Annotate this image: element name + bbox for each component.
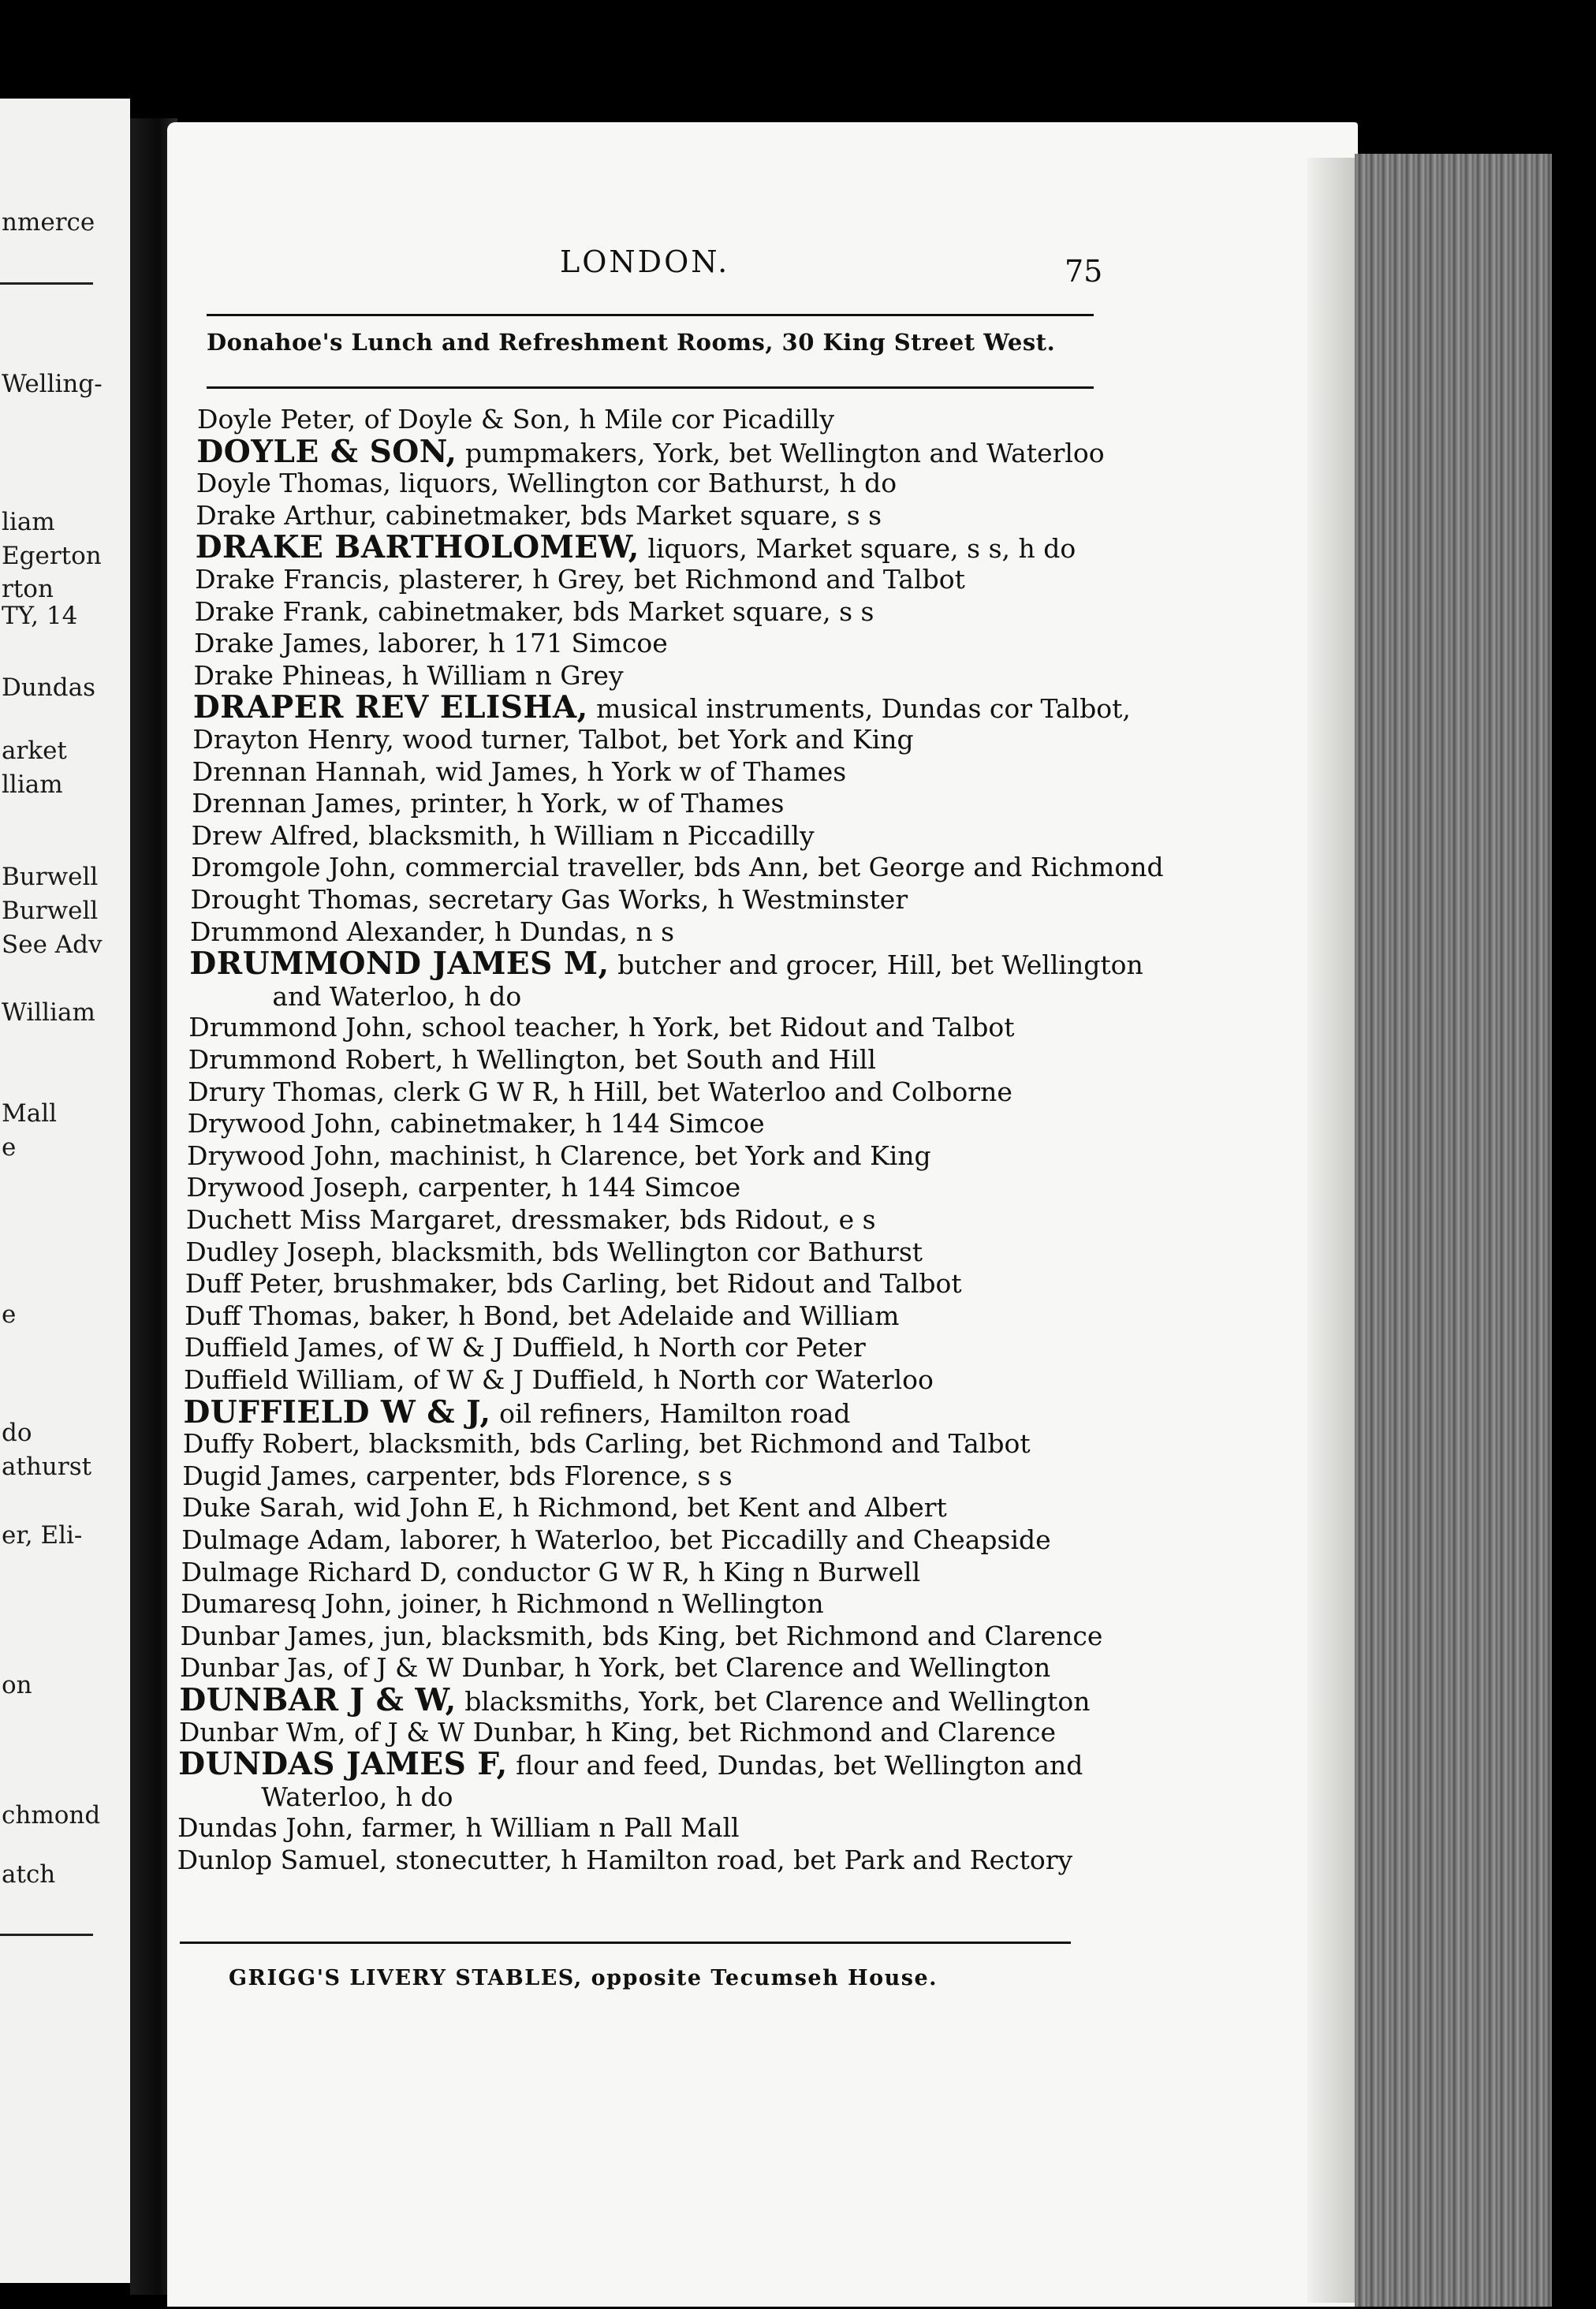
entry-name: Drummond Alexander, bbox=[189, 916, 487, 947]
entry-details: school teacher, h York, bet Ridout and Talbot bbox=[421, 1012, 1015, 1043]
entry-details: flour and feed, Dundas, bet Wellington and bbox=[516, 1750, 1083, 1781]
previous-page-text-fragment: Egerton bbox=[2, 542, 102, 570]
directory-entry bbox=[181, 1524, 1051, 1556]
directory-entry bbox=[187, 1140, 931, 1172]
entry-name: Drought Thomas, bbox=[190, 884, 420, 915]
directory-entry bbox=[186, 1172, 740, 1203]
previous-page-text-fragment: arket bbox=[2, 737, 67, 765]
previous-page-text-fragment: Mall bbox=[2, 1099, 58, 1128]
entry-details: carpenter, bds Florence, s s bbox=[366, 1460, 733, 1491]
entry-name: Dulmage Richard D, bbox=[181, 1556, 448, 1587]
entry-name: Dunbar James, jun, bbox=[180, 1620, 434, 1651]
entry-name: Dromgole John, bbox=[191, 852, 397, 883]
entry-details: of W & J Duffield, h North cor Waterloo bbox=[412, 1364, 934, 1395]
previous-page-text-fragment: Welling- bbox=[2, 370, 103, 398]
previous-page-text-fragment: athurst bbox=[2, 1453, 92, 1481]
directory-entry bbox=[182, 1460, 732, 1492]
footer-rule bbox=[180, 1942, 1071, 1944]
entry-name: Drew Alfred, bbox=[191, 819, 360, 851]
previous-page-text-fragment: liam bbox=[2, 508, 55, 536]
entry-name: Dunbar Wm, bbox=[178, 1716, 346, 1748]
previous-page-text-fragment: TY, 14 bbox=[2, 602, 78, 630]
entry-details: joiner, h Richmond n Wellington bbox=[401, 1588, 824, 1620]
directory-entry bbox=[186, 1204, 876, 1236]
directory-entry bbox=[197, 404, 834, 435]
previous-page-text-fragment: nmerce bbox=[2, 208, 95, 237]
previous-page-text-fragment: Burwell bbox=[2, 897, 99, 925]
previous-page-text-fragment: do bbox=[2, 1419, 32, 1447]
entry-name: Dunbar Jas, bbox=[179, 1652, 335, 1684]
entry-name: Drummond Robert, bbox=[188, 1044, 444, 1075]
entry-name: Drennan Hannah, bbox=[192, 755, 427, 787]
directory-entry bbox=[185, 1332, 866, 1363]
entry-details: of W & J Duffield, h North cor Peter bbox=[393, 1332, 866, 1363]
directory-entry bbox=[192, 756, 846, 788]
entry-details: clerk G W R, h Hill, bet Waterloo and Colborne bbox=[393, 1076, 1012, 1107]
book-page-edges bbox=[1355, 154, 1552, 2307]
footer-advertisement: GRIGG'S LIVERY STABLES, opposite Tecumseh House. bbox=[229, 1966, 938, 1990]
previous-page-fragment bbox=[0, 99, 130, 2283]
entry-details: cabinetmaker, h 144 Simcoe bbox=[390, 1108, 765, 1140]
entry-details: baker, h Bond, bet Adelaide and William bbox=[368, 1300, 900, 1331]
entry-details: blacksmith, bds Carling, bet Richmond and Talbot bbox=[368, 1428, 1031, 1460]
page-number: 75 bbox=[1065, 254, 1103, 289]
previous-page-text-fragment: on bbox=[2, 1671, 32, 1699]
entry-details: wid James, h York w of Thames bbox=[435, 755, 847, 787]
entry-name: Duff Thomas, bbox=[185, 1300, 361, 1331]
previous-page-rule bbox=[0, 1934, 93, 1936]
directory-entry bbox=[188, 1012, 1014, 1043]
entry-details: musical instruments, Dundas cor Talbot, bbox=[596, 693, 1131, 725]
entry-details: laborer, h 171 Simcoe bbox=[378, 628, 668, 659]
entry-name: Drummond John, bbox=[188, 1012, 414, 1043]
entry-details: printer, h York, w of Thames bbox=[410, 788, 785, 819]
entry-name: Dumaresq John, bbox=[181, 1588, 393, 1620]
entry-details: farmer, h William n Pall Mall bbox=[361, 1812, 740, 1844]
entry-name: Drake Phineas, bbox=[193, 659, 394, 691]
entry-name: Duffield William, bbox=[184, 1364, 405, 1395]
directory-entry bbox=[193, 660, 623, 692]
directory-entry bbox=[192, 724, 913, 755]
directory-entry bbox=[181, 1557, 921, 1588]
directory-entry bbox=[183, 1393, 851, 1431]
entry-details: blacksmith, h William n Piccadilly bbox=[368, 819, 815, 851]
entry-name: DUNDAS JAMES F, bbox=[178, 1746, 508, 1783]
entry-name: Drake James, bbox=[194, 628, 371, 659]
directory-entry bbox=[196, 468, 897, 499]
entry-details: blacksmith, bds Wellington cor Bathurst bbox=[391, 1236, 923, 1267]
entry-name: Drywood John, bbox=[187, 1140, 382, 1171]
entry-name: Drury Thomas, bbox=[188, 1076, 386, 1107]
entry-name: DOYLE & SON, bbox=[196, 433, 457, 470]
directory-entry bbox=[179, 1717, 1056, 1748]
entry-name: DRAKE BARTHOLOMEW, bbox=[195, 529, 640, 566]
entry-details: liquors, Market square, s s, h do bbox=[647, 533, 1076, 565]
directory-entry bbox=[179, 1684, 1090, 1718]
directory-entry bbox=[188, 1044, 876, 1076]
entry-name: DRAPER REV ELISHA, bbox=[192, 689, 588, 726]
entry-name: Duffield James, bbox=[184, 1332, 386, 1363]
entry-name: Doyle Peter, bbox=[197, 404, 356, 435]
directory-entry bbox=[191, 884, 908, 916]
entry-name: DUFFIELD W & J, bbox=[183, 1393, 491, 1431]
entry-details: commercial traveller, bds Ann, bet George and Richmond bbox=[405, 852, 1164, 883]
entry-details: wood turner, Talbot, bet York and King bbox=[402, 724, 914, 755]
entry-name: Dundas John, bbox=[177, 1812, 354, 1844]
previous-page-text-fragment: lliam bbox=[2, 770, 63, 799]
entry-details: cabinetmaker, bds Market square, s s bbox=[378, 595, 874, 627]
directory-entry bbox=[182, 1492, 947, 1524]
entry-details: oil refiners, Hamilton road bbox=[499, 1397, 851, 1429]
directory-entry bbox=[185, 1268, 962, 1300]
entry-name: Drake Francis, bbox=[195, 564, 391, 595]
page-edge-shadow bbox=[1307, 158, 1355, 2303]
entry-details: pumpmakers, York, bet Wellington and Waterloo bbox=[464, 437, 1105, 468]
entry-name: Drake Arthur, bbox=[196, 499, 378, 531]
previous-page-text-fragment: e bbox=[2, 1300, 17, 1329]
directory-entry bbox=[188, 1076, 1012, 1108]
entry-name: Dudley Joseph, bbox=[185, 1236, 383, 1267]
previous-page-text-fragment: William bbox=[2, 998, 95, 1027]
directory-entry bbox=[184, 1364, 934, 1396]
entry-name: Drayton Henry, bbox=[192, 724, 394, 755]
entry-name: Duffy Robert, bbox=[182, 1428, 361, 1460]
entry-name: Dugid James, bbox=[182, 1460, 358, 1491]
previous-page-text-fragment: e bbox=[2, 1133, 17, 1162]
entry-name: DRUMMOND JAMES M, bbox=[189, 946, 610, 983]
entry-details: conductor G W R, h King n Burwell bbox=[456, 1556, 921, 1587]
directory-entry bbox=[177, 1845, 1073, 1876]
directory-entry bbox=[190, 916, 674, 948]
entry-details: dressmaker, bds Ridout, e s bbox=[511, 1204, 876, 1235]
directory-entry bbox=[183, 1428, 1031, 1460]
entry-name: Doyle Thomas, bbox=[196, 468, 391, 499]
directory-entry bbox=[195, 596, 874, 628]
entry-details: butcher and grocer, Hill, bet Wellington bbox=[617, 949, 1143, 981]
directory-entry bbox=[196, 500, 882, 532]
previous-page-text-fragment: chmond bbox=[2, 1801, 101, 1830]
previous-page-rule bbox=[0, 282, 93, 285]
directory-entry bbox=[185, 1237, 923, 1268]
entry-name: Dunlop Samuel, bbox=[177, 1845, 387, 1875]
entry-details: cabinetmaker, bds Market square, s s bbox=[385, 499, 882, 531]
entry-details: carpenter, h 144 Simcoe bbox=[417, 1172, 741, 1203]
previous-page-text-fragment: See Adv bbox=[2, 931, 103, 959]
directory-entry bbox=[185, 1300, 899, 1332]
entry-name: Drake Frank, bbox=[194, 595, 370, 627]
entry-name: Drywood John, bbox=[187, 1108, 382, 1140]
previous-page-text-fragment: Burwell bbox=[2, 863, 99, 891]
entry-details: wid John E, h Richmond, bet Kent and Albert bbox=[353, 1492, 947, 1524]
entry-details: plasterer, h Grey, bet Richmond and Talbot bbox=[398, 564, 965, 595]
directory-entry bbox=[194, 628, 668, 659]
directory-entry bbox=[191, 852, 1164, 883]
running-title: LONDON. bbox=[560, 244, 730, 279]
entry-details: brushmaker, bds Carling, bet Ridout and Talbot bbox=[333, 1268, 962, 1300]
entry-details: of J & W Dunbar, h York, bet Clarence and Wellington bbox=[342, 1652, 1051, 1684]
directory-entry bbox=[181, 1621, 1103, 1652]
entry-details: stonecutter, h Hamilton road, bet Park and Rectory bbox=[395, 1845, 1073, 1875]
entry-details: secretary Gas Works, h Westminster bbox=[428, 884, 908, 915]
entry-details: blacksmith, bds King, bet Richmond and Clarence bbox=[441, 1620, 1103, 1651]
directory-entry bbox=[192, 689, 1131, 726]
entry-name: Dulmage Adam, bbox=[181, 1524, 392, 1555]
previous-page-text-fragment: er, Eli- bbox=[2, 1521, 83, 1550]
entry-details: laborer, h Waterloo, bet Piccadilly and Cheapside bbox=[400, 1524, 1051, 1555]
previous-page-text-fragment: rton bbox=[2, 575, 54, 603]
entry-details: h Dundas, n s bbox=[494, 916, 675, 947]
entry-continuation: Waterloo, h do bbox=[261, 1781, 453, 1813]
directory-entry bbox=[178, 1748, 1083, 1813]
directory-entry bbox=[181, 1588, 824, 1620]
entry-details: of J & W Dunbar, h King, bet Richmond and Clarence bbox=[354, 1716, 1056, 1748]
header-ad-rule bbox=[207, 386, 1094, 389]
entry-name: Drywood Joseph, bbox=[186, 1172, 410, 1203]
entry-details: machinist, h Clarence, bet York and King bbox=[390, 1140, 931, 1171]
directory-entry bbox=[188, 1108, 765, 1140]
entry-details: h Wellington, bet South and Hill bbox=[451, 1044, 876, 1075]
entry-details: of Doyle & Son, h Mile cor Picadilly bbox=[364, 404, 835, 435]
entry-details: blacksmiths, York, bet Clarence and Wellington bbox=[464, 1686, 1091, 1717]
directory-entry bbox=[195, 564, 965, 595]
header-advertisement: Donahoe's Lunch and Refreshment Rooms, 30 King Street West. bbox=[207, 329, 1056, 356]
entry-name: Duke Sarah, bbox=[181, 1492, 345, 1524]
entry-details: h William n Grey bbox=[401, 659, 624, 691]
entry-name: Drennan James, bbox=[192, 788, 403, 819]
header-rule bbox=[207, 314, 1094, 316]
directory-entry bbox=[177, 1812, 739, 1844]
entry-name: DUNBAR J & W, bbox=[179, 1682, 457, 1718]
entry-name: Duchett Miss Margaret, bbox=[185, 1204, 503, 1235]
previous-page-text-fragment: Dundas bbox=[2, 673, 96, 702]
directory-entry bbox=[195, 529, 1076, 566]
directory-entry bbox=[196, 433, 1105, 470]
entry-details: liquors, Wellington cor Bathurst, h do bbox=[399, 468, 897, 499]
directory-entry bbox=[180, 1652, 1050, 1684]
previous-page-text-fragment: atch bbox=[2, 1860, 56, 1889]
directory-entry bbox=[192, 820, 815, 852]
directory-entry bbox=[192, 788, 784, 819]
entry-name: Duff Peter, bbox=[185, 1268, 326, 1300]
entry-continuation: and Waterloo, h do bbox=[272, 981, 522, 1013]
directory-entry bbox=[189, 948, 1143, 1013]
